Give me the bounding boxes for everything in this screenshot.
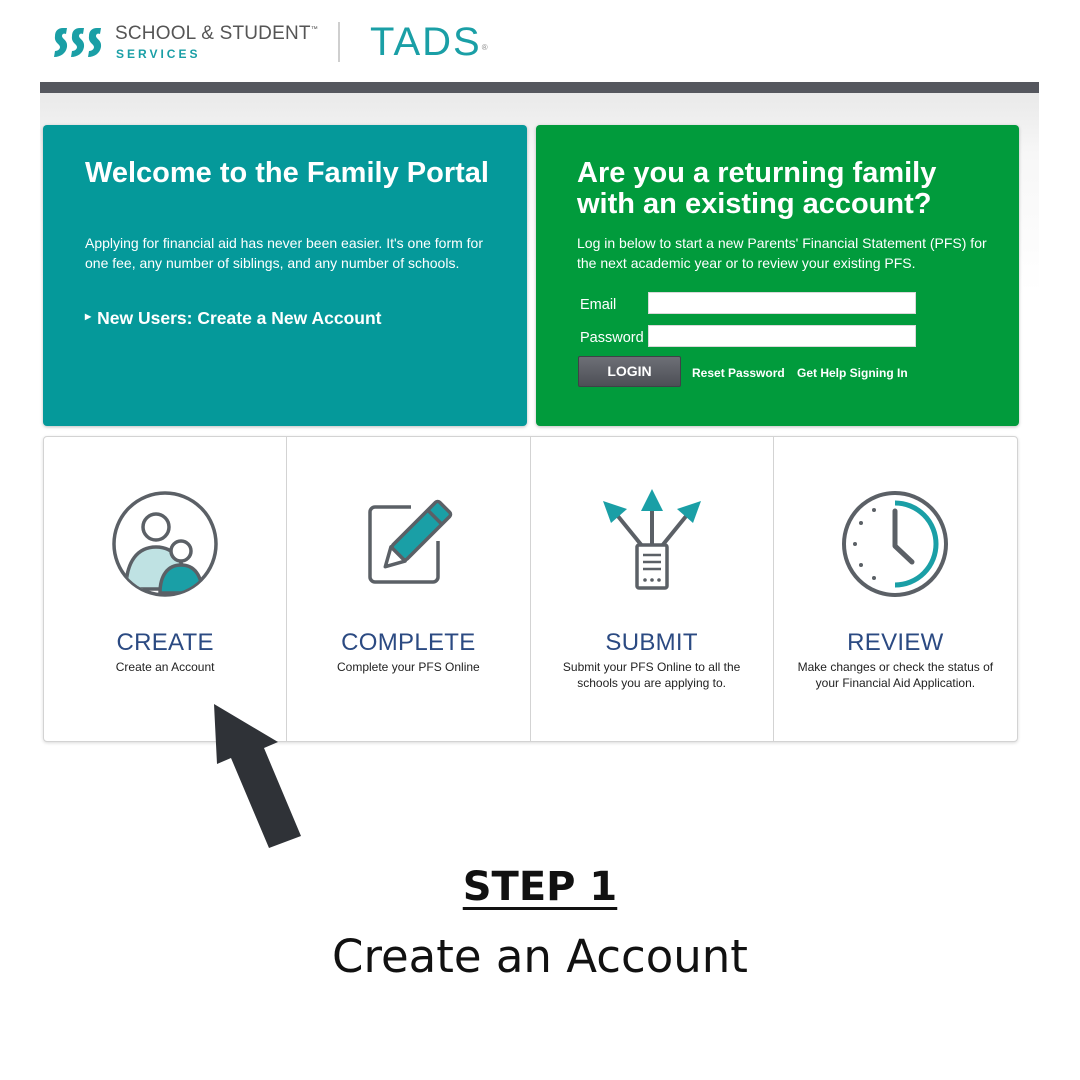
- returning-title: Are you a returning family with an existing account?: [577, 157, 937, 220]
- logo-divider: [338, 22, 340, 62]
- login-button[interactable]: LOGIN: [578, 356, 681, 387]
- submit-arrows-icon: [597, 489, 707, 599]
- edit-icon: [353, 489, 463, 599]
- step-heading: STEP 1: [462, 864, 618, 910]
- step-desc: Create an Account: [115, 660, 215, 674]
- step-title: SUBMIT: [605, 629, 698, 656]
- returning-family-panel: [536, 125, 1019, 426]
- step-complete[interactable]: [287, 437, 530, 741]
- step-desc: Complete your PFS Online: [337, 660, 480, 674]
- users-icon: [110, 489, 220, 599]
- password-label: Password: [580, 330, 644, 346]
- get-help-link[interactable]: Get Help Signing In: [797, 366, 908, 380]
- returning-body: Log in below to start a new Parents' Financial Statement (PFS) for the next academic year or to review your existing PFS.: [577, 235, 987, 271]
- step-desc: Make changes or check the status of your Financial Aid Application.: [797, 660, 994, 690]
- caret-right-icon: ▶: [85, 312, 92, 321]
- sss-logo: [52, 20, 322, 64]
- welcome-title: Welcome to the Family Portal: [85, 157, 489, 189]
- welcome-body: Applying for financial aid has never been easier. It's one form for one fee, any number of siblings, and any number of schools.: [85, 235, 484, 271]
- sss-logo-name: SCHOOL & STUDENT™: [115, 23, 318, 44]
- new-users-link-label: New Users: Create a New Account: [97, 308, 382, 328]
- step-desc: Submit your PFS Online to all the schools you are applying to.: [562, 660, 741, 690]
- clock-icon: [840, 489, 950, 599]
- step-subheading: Create an Account: [332, 930, 748, 983]
- step-title: REVIEW: [847, 629, 944, 656]
- welcome-panel: [43, 125, 527, 426]
- reset-password-link[interactable]: Reset Password: [692, 366, 785, 380]
- email-field[interactable]: [648, 292, 916, 314]
- step-submit[interactable]: [531, 437, 774, 741]
- new-users-link[interactable]: [85, 308, 381, 329]
- step-title: CREATE: [116, 629, 214, 656]
- top-bar: [40, 82, 1039, 93]
- password-field[interactable]: [648, 325, 916, 347]
- email-label: Email: [580, 297, 617, 313]
- tads-logo: TADS®: [370, 20, 490, 64]
- sss-logo-sub: SERVICES: [116, 47, 201, 61]
- step-title: COMPLETE: [341, 629, 476, 656]
- step-review[interactable]: [774, 437, 1017, 741]
- sss-mark-icon: [52, 22, 106, 62]
- pointer-arrow-icon: [190, 690, 320, 860]
